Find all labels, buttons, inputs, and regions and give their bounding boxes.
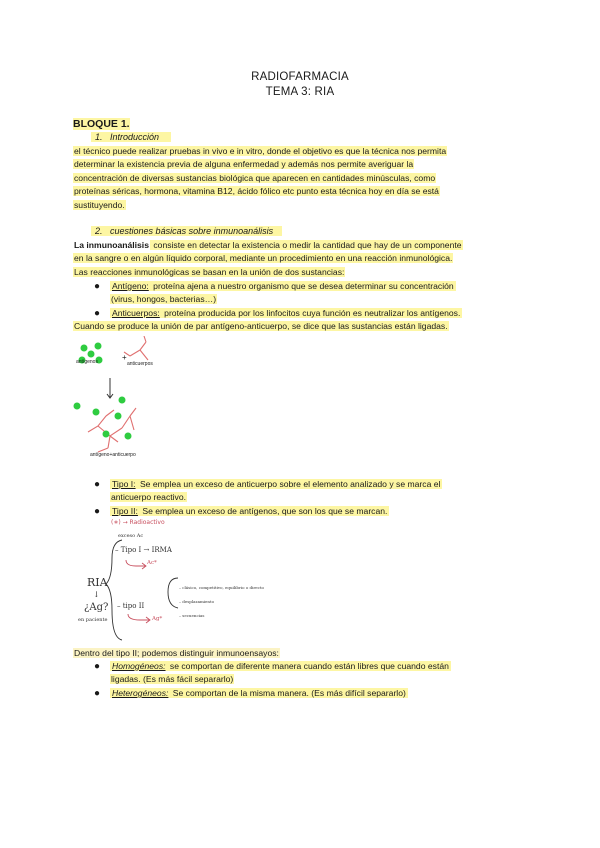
antigen-dot bbox=[95, 343, 102, 350]
bullet-dot: ● bbox=[94, 688, 101, 699]
bullet-dot: ● bbox=[94, 661, 101, 672]
antigen-dot bbox=[81, 345, 88, 352]
antigen-antibody-diagram bbox=[70, 336, 200, 462]
note-arrow: ↓ bbox=[93, 590, 100, 599]
document-topic: TEMA 3: RIA bbox=[265, 86, 335, 98]
note-ac-marked: Ac* bbox=[147, 560, 157, 566]
section1-paragraph bbox=[73, 145, 523, 212]
antigen-dot bbox=[88, 351, 95, 358]
section1-line: proteínas séricas, hormona, vitamina B12, ácido fólico etc punto esta técnica hoy en día se está bbox=[74, 186, 439, 197]
section2-paragraph: La inmunoanálisis consiste en detectar la existencia o medir la cantidad que hay de un componente en la sangre o en algún líquido corporal, mediante un procedimiento en una reacción inmunológica. Las reacciones inmunológicas se basan en la unión de dos sustancias: bbox=[74, 240, 462, 277]
section1-line: determinar la existencia previa de alguna enfermedad y además nos permite averiguar la bbox=[74, 159, 414, 170]
note-exceso-ac: exceso Ac bbox=[118, 533, 144, 539]
complex-antigens bbox=[74, 397, 132, 440]
bullet-anticuerpos: Anticuerpos: proteína producida por los linfocitos cuya función es neutralizar los antígenos. bbox=[112, 308, 461, 318]
bullet-dot: ● bbox=[94, 308, 101, 319]
plus-sign: + bbox=[122, 353, 127, 362]
note-ria: RIA bbox=[87, 576, 108, 589]
bullet-tipo2: Tipo II: Se emplea un exceso de antígenos, que son los que se marcan. bbox=[112, 506, 388, 516]
section1-line: concentración de diversas sustancias biológica que aparecen en cantidades minúsculas, como bbox=[74, 172, 436, 183]
section1-line: sustituyendo. bbox=[74, 199, 125, 210]
note-ag-marked: Ag* bbox=[152, 616, 163, 622]
note-ag-question: ¿Ag? bbox=[84, 602, 109, 613]
note-tipo2-items: – clásico, competitivo, equilibrio o directo – desplazamiento – secuencias bbox=[179, 585, 264, 618]
label-antibodies: anticuerpos bbox=[127, 361, 153, 367]
bullet-dot: ● bbox=[94, 506, 101, 517]
bullet-heterogeneos: Heterogéneos: Se comportan de la misma manera. (Es más difícil separarlo) bbox=[112, 688, 406, 698]
bullet-dot: ● bbox=[94, 479, 101, 490]
document-subject: RADIOFARMACIA bbox=[251, 71, 349, 83]
label-antigens: antígenos bbox=[76, 359, 98, 365]
note-tipo2: – tipo II bbox=[117, 602, 145, 610]
note-tipo1: – Tipo I → IRMA bbox=[115, 546, 172, 554]
bullet-dot: ● bbox=[94, 281, 101, 292]
antibody-shape bbox=[124, 336, 148, 360]
note-radioactivo: (∗) → Radioactivo bbox=[111, 519, 165, 526]
inmunoensayos-intro: Dentro del tipo II; podemos distinguir inmunoensayos: bbox=[74, 648, 279, 658]
bullet-antigeno: Antígeno: proteína ajena a nuestro organismo que se desea determinar su concentración (virus, hongos, bacterias…) bbox=[111, 281, 454, 305]
inmunoanalisis-term: La inmunoanálisis bbox=[74, 240, 149, 250]
down-arrow-icon bbox=[107, 378, 113, 398]
section2-heading: 2. cuestiones básicas sobre inmunoanálisis bbox=[91, 226, 282, 236]
bullet-tipo1: Tipo I: Se emplea un exceso de anticuerpo sobre el elemento analizado y se marca el anticuerpo reactivo. bbox=[111, 479, 441, 503]
bullet-homogeneos: Homogéneos: se comportan de diferente manera cuando están libres que cuando están ligadas. (Es más fácil separarlo) bbox=[111, 661, 449, 685]
union-line: Cuando se produce la unión de par antígeno-anticuerpo, se dice que las sustancias están ligadas. bbox=[74, 321, 448, 331]
section1-line: el técnico puede realizar pruebas in vivo e in vitro, donde el objetivo es que la técnica nos permita bbox=[74, 146, 447, 156]
bloque-title: BLOQUE 1. bbox=[73, 118, 130, 130]
label-complex: antígeno+anticuerpo bbox=[90, 452, 136, 458]
note-en-paciente: en paciente bbox=[78, 617, 108, 623]
section1-heading: 1. Introducción bbox=[91, 132, 171, 142]
